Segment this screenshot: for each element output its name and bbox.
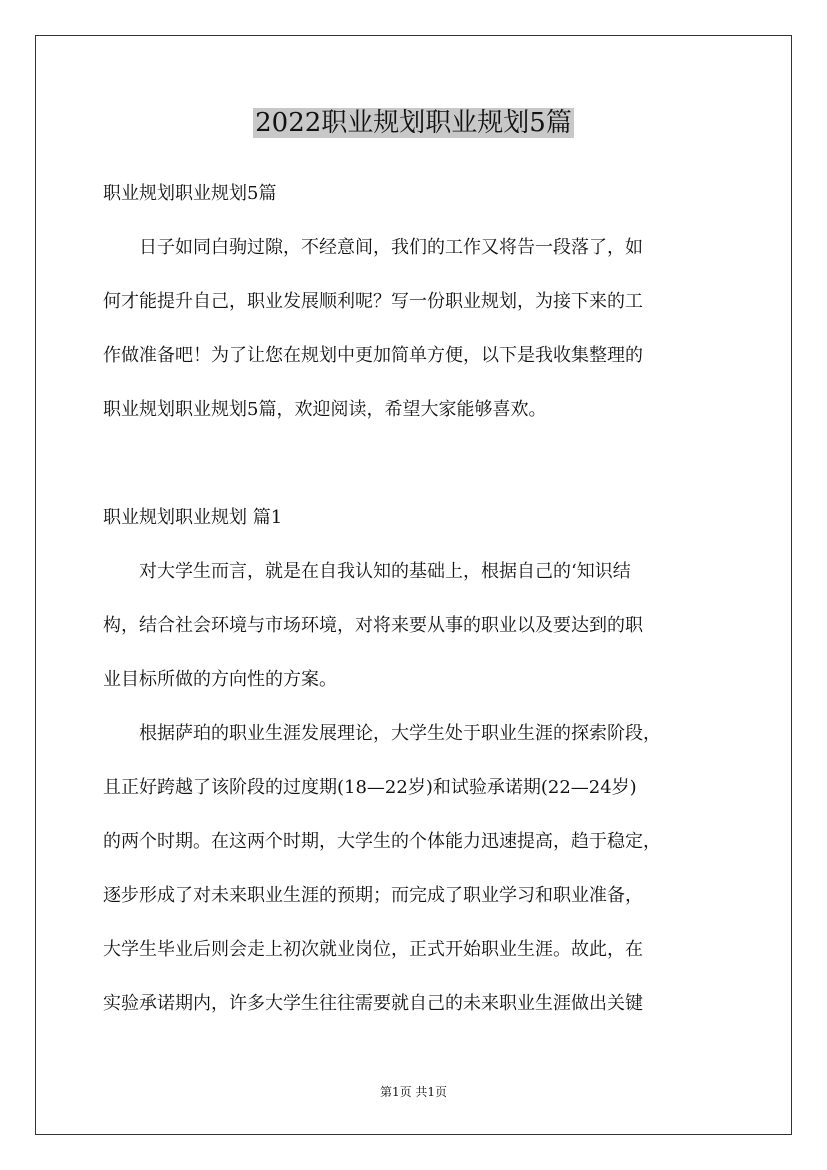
document-title — [0, 103, 827, 143]
section1-para1-line-2: 构，结合社会环境与市场环境，对将来要从事的职业以及要达到的职 — [103, 615, 643, 636]
section-heading-1: 职业规划职业规划 篇1 — [103, 507, 283, 528]
document-title-text: 2022职业规划职业规划5篇 — [255, 108, 572, 138]
intro-line-2: 何才能提升自己，职业发展顺利呢？写一份职业规划，为接下来的工 — [103, 291, 643, 312]
intro-line-4: 职业规划职业规划5篇，欢迎阅读，希望大家能够喜欢。 — [103, 399, 547, 420]
page-footer: 第1页 共1页 — [379, 1085, 448, 1099]
section1-para2-line-4: 逐步形成了对未来职业生涯的预期；而完成了职业学习和职业准备， — [103, 885, 643, 906]
section1-para2-line-6: 实验承诺期内，许多大学生往往需要就自己的未来职业生涯做出关键 — [103, 993, 643, 1014]
intro-line-1: 日子如同白驹过隙，不经意间，我们的工作又将告一段落了，如 — [139, 237, 643, 258]
section1-para2-line-2: 且正好跨越了该阶段的过度期(18—22岁)和试验承诺期(22—24岁) — [103, 777, 637, 798]
section1-para2-line-3: 的两个时期。在这两个时期，大学生的个体能力迅速提高，趋于稳定， — [103, 831, 661, 852]
section1-para1-line-3: 业目标所做的方向性的方案。 — [103, 669, 337, 690]
section1-para1-line-1: 对大学生而言，就是在自我认知的基础上，根据自己的‘知识结 — [139, 561, 631, 582]
intro-line-3: 作做准备吧！为了让您在规划中更加简单方便，以下是我收集整理的 — [103, 345, 643, 366]
section1-para2-line-5: 大学生毕业后则会走上初次就业岗位，正式开始职业生涯。故此，在 — [103, 939, 643, 960]
section1-para2-line-1: 根据萨珀的职业生涯发展理论，大学生处于职业生涯的探索阶段， — [139, 723, 661, 744]
subtitle: 职业规划职业规划5篇 — [103, 183, 277, 204]
